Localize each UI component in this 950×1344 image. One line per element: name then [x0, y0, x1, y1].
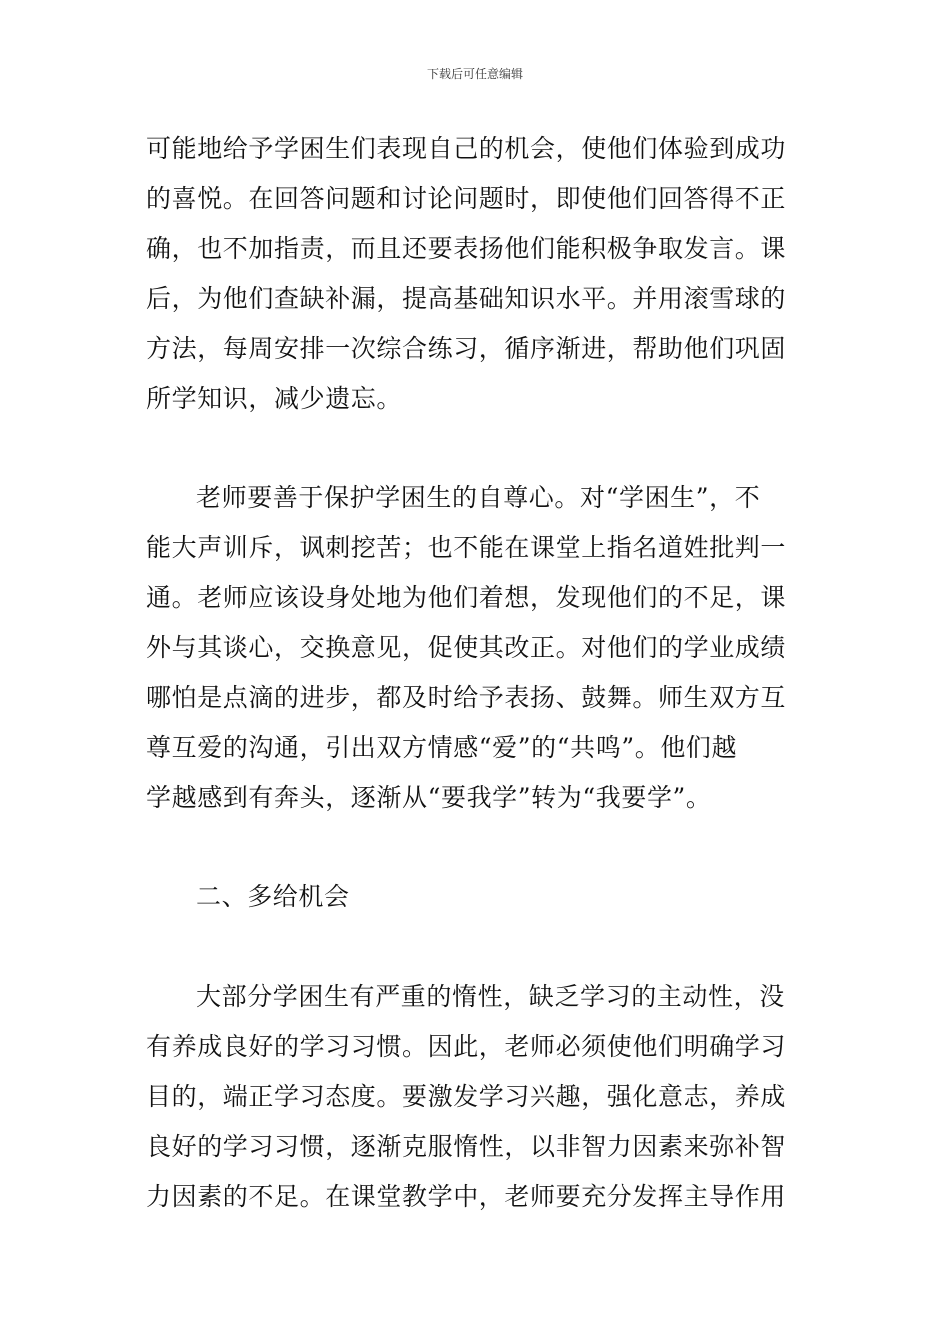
paragraph-line: 的喜悦。在回答问题和讨论问题时，即使他们回答得不正 [146, 184, 787, 213]
paragraph-line: 后，为他们查缺补漏，提高基础知识水平。并用滚雪球的 [146, 284, 787, 313]
paragraph-line: 能大声训斥，讽刺挖苦；也不能在课堂上指名道姓批判一 [146, 533, 787, 562]
paragraph-line: 可能地给予学困生们表现自己的机会，使他们体验到成功 [146, 134, 787, 163]
paragraph-line: 目的，端正学习态度。要激发学习兴趣，强化意志，养成 [146, 1082, 787, 1111]
paragraph-line: 力因素的不足。在课堂教学中，老师要充分发挥主导作用 [146, 1182, 787, 1211]
paragraph-line: 外与其谈心，交换意见，促使其改正。对他们的学业成绩 [146, 633, 787, 662]
paragraph-line: 通。老师应该设身处地为他们着想，发现他们的不足，课 [146, 583, 787, 612]
page-header-note: 下载后可任意编辑 [426, 67, 523, 81]
paragraph-line: 学越感到有奔头，逐渐从“要我学”转为“我要学”。 [146, 783, 712, 812]
paragraph-line: 良好的学习习惯，逐渐克服惰性，以非智力因素来弥补智 [146, 1132, 787, 1161]
paragraph-line: 老师要善于保护学困生的自尊心。对“学困生”，不 [196, 483, 761, 512]
paragraph-line: 有养成良好的学习习惯。因此，老师必须使他们明确学习 [146, 1032, 787, 1061]
paragraph-line: 哪怕是点滴的进步，都及时给予表扬、鼓舞。师生双方互 [146, 683, 787, 712]
paragraph-line: 确，也不加指责，而且还要表扬他们能积极争取发言。课 [146, 234, 787, 263]
paragraph-line: 尊互爱的沟通，引出双方情感“爱”的“共鸣”。他们越 [146, 733, 738, 762]
paragraph-line: 方法，每周安排一次综合练习，循序渐进，帮助他们巩固 [146, 334, 787, 363]
paragraph-line: 所学知识，减少遗忘。 [146, 384, 403, 413]
paragraph-line: 大部分学困生有严重的惰性，缺乏学习的主动性，没 [196, 982, 785, 1011]
section-heading: 二、多给机会 [196, 882, 350, 911]
